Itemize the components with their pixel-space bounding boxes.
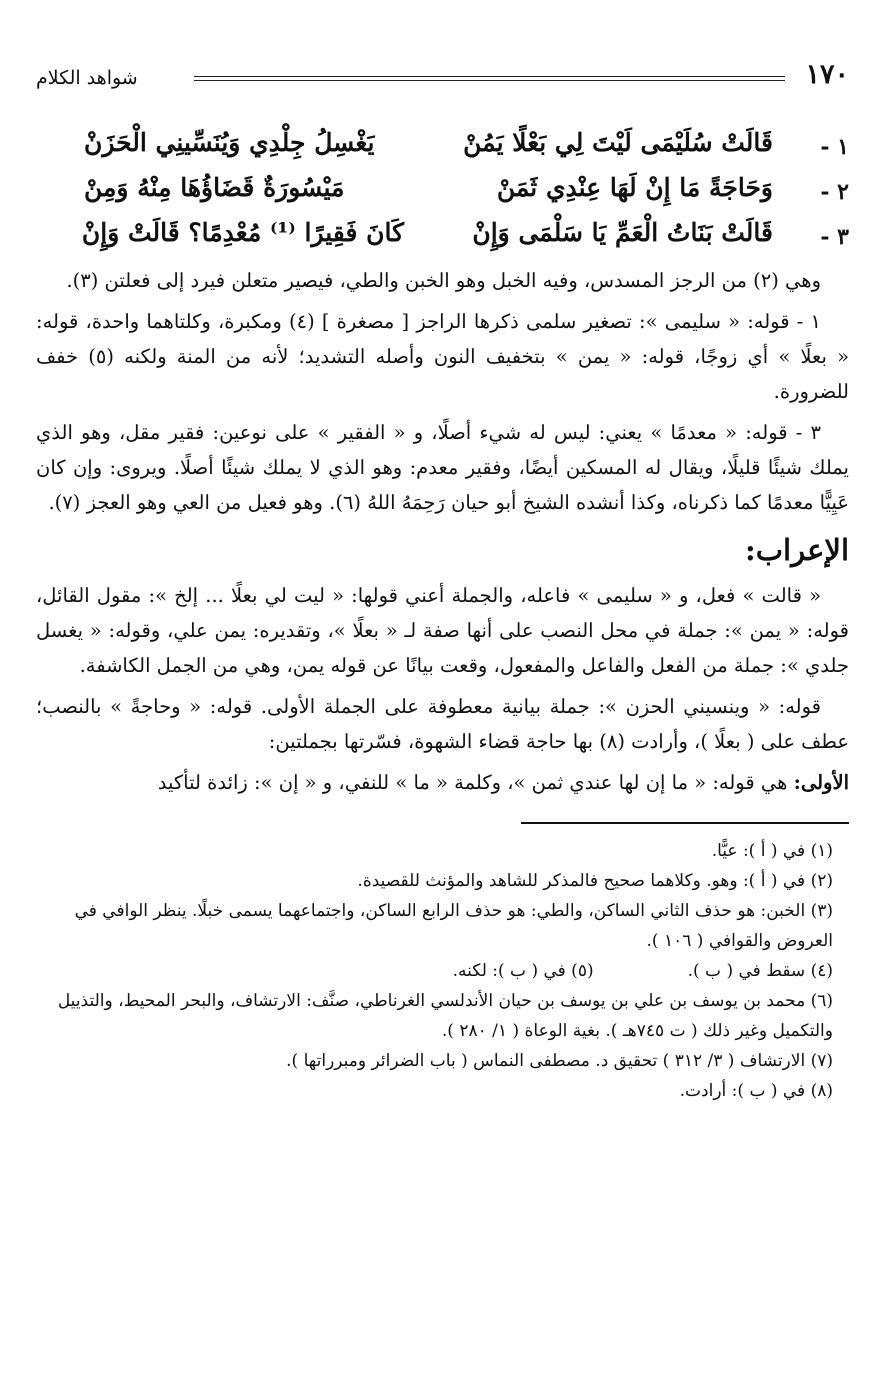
irab-paragraph-3-text: هي قوله: « ما إن لها عندي ثمن »، وكلمة « ما » للنفي، و « إن »: زائدة لتأكيد <box>157 771 794 794</box>
footnote-row-4-5 <box>36 956 833 986</box>
verse-line <box>36 173 849 218</box>
footnote-3: (٣) الخبن: هو حذف الثاني الساكن، والطي: هو حذف الرابع الساكن، واجتماعهما يسمى خبلًا. ينظر الوافي في العروض والقوافي ( ١٠٦ ). <box>74 901 833 951</box>
first-hemistich: قَالَتْ سُلَيْمَى لَيْتَ لِي بَعْلًا يَمُنْ <box>463 128 773 157</box>
first-label: الأولى: <box>793 771 849 794</box>
footnote-1: (١) في ( أ ): عيًّا. <box>711 841 833 861</box>
first-hemistich: وَحَاجَةً مَا إِنْ لَهَا عِنْدِي ثَمَنْ <box>496 173 773 202</box>
verse-line <box>36 218 849 263</box>
header-rule <box>194 76 785 81</box>
footnote-6: (٦) محمد بن يوسف بن علي بن يوسف بن حيان الأندلسي الغرناطي، صنَّف: الارتشاف، والبحر المحيط، والتذييل والتكميل وغير ذلك ( ت ٧٤٥هـ ). بغية الوعاة ( ١/ ٢٨٠ ). <box>57 991 833 1041</box>
running-title: شواهد الكلام <box>36 67 138 89</box>
section-title-irab: الإعراب: <box>745 533 849 567</box>
second-hemistich: كَانَ فَقِيرًا ⁽¹⁾ مُعْدِمًا؟ قَالَتْ وَإِنْ <box>81 218 404 247</box>
second-hemistich: يَغْسِلُ جِلْدِي وَيُنَسِّينِي الْحَزَنْ <box>84 128 375 157</box>
irab-paragraph-3 <box>36 765 849 800</box>
poem-verses <box>36 128 849 263</box>
first-hemistich: قَالَتْ بَنَاتُ الْعَمِّ يَا سَلْمَى وَإِنْ <box>472 218 773 247</box>
verse-number: ٣ - <box>820 224 849 250</box>
footnote-8: (٨) في ( ب ): أرادت. <box>679 1081 833 1101</box>
irab-paragraph-2: قوله: « وينسيني الحزن »: جملة بيانية معطوفة على الجملة الأولى. قوله: « وحاجةً » بالنصب؛ عطف على ( بعلًا )، وأرادت (٨) بها حاجة قضاء الشهوة، فسّرتها بجملتين: <box>36 695 849 753</box>
footnote-4: (٤) سقط في ( ب ). <box>687 961 833 981</box>
commentary-paragraph-3: ٣ - قوله: « معدمًا » يعني: ليس له شيء أصلًا، و « الفقير » على نوعين: فقير مقل، وهو الذي يملك شيئًا قليلًا، ويقال له المسكين أيضًا، وفقير معدم: وهو الذي لا يملك شيئًا أصلًا. ويروى: وإن كان عَيِيًّا معدمًا كما ذكرناه، وكذا أنشده الشيخ أبو حيان رَحِمَهُ اللهُ (٦). وهو فعيل من العي وهو العجز (٧). <box>36 421 849 514</box>
verse-line <box>36 128 849 173</box>
page-header <box>36 58 849 98</box>
page-number: ١٧٠ <box>805 59 849 90</box>
verse-number: ٢ - <box>820 179 849 205</box>
footnote-5: (٥) في ( ب ): لكنه. <box>452 961 594 981</box>
second-hemistich: مَيْسُورَةٌ قَضَاؤُهَا مِنْهُ وَمِنْ <box>84 173 345 202</box>
meter-paragraph: وهي (٢) من الرجز المسدس، وفيه الخبل وهو الخبن والطي، فيصير متعلن فيرد إلى فعلتن (٣). <box>66 269 821 292</box>
commentary-paragraph-1: ١ - قوله: « سليمى »: تصغير سلمى ذكرها الراجز [ مصغرة ] (٤) ومكبرة، وكلتاهما واحدة، قوله: « بعلًا » أي زوجًا، قوله: « يمن » بتخفيف النون وأصله التشديد؛ لأنه من المنة ولكنه (٥) خفف للضرورة. <box>36 310 849 403</box>
footnote-separator <box>521 822 849 824</box>
footnote-2: (٢) في ( أ ): وهو. وكلاهما صحيح فالمذكر للشاهد والمؤنث للقصيدة. <box>357 871 833 891</box>
book-page <box>36 58 849 1350</box>
irab-paragraph-1: « قالت » فعل، و « سليمى » فاعله، والجملة أعني قولها: « ليت لي بعلًا ... إلخ »: مقول القائل، قوله: « يمن »: جملة في محل النصب على أنها صفة لـ « بعلًا »، وتقديره: يمن علي، وقوله: « يغسل جلدي »: جملة من الفعل والفاعل والمفعول، وقعت بيانًا عن قوله يمن، وهي من الجمل الكاشفة. <box>36 584 849 677</box>
verse-number: ١ - <box>820 134 849 160</box>
footnote-7: (٧) الارتشاف ( ٣/ ٣١٢ ) تحقيق د. مصطفى النماس ( باب الضرائر ومبرراتها ). <box>286 1051 833 1071</box>
